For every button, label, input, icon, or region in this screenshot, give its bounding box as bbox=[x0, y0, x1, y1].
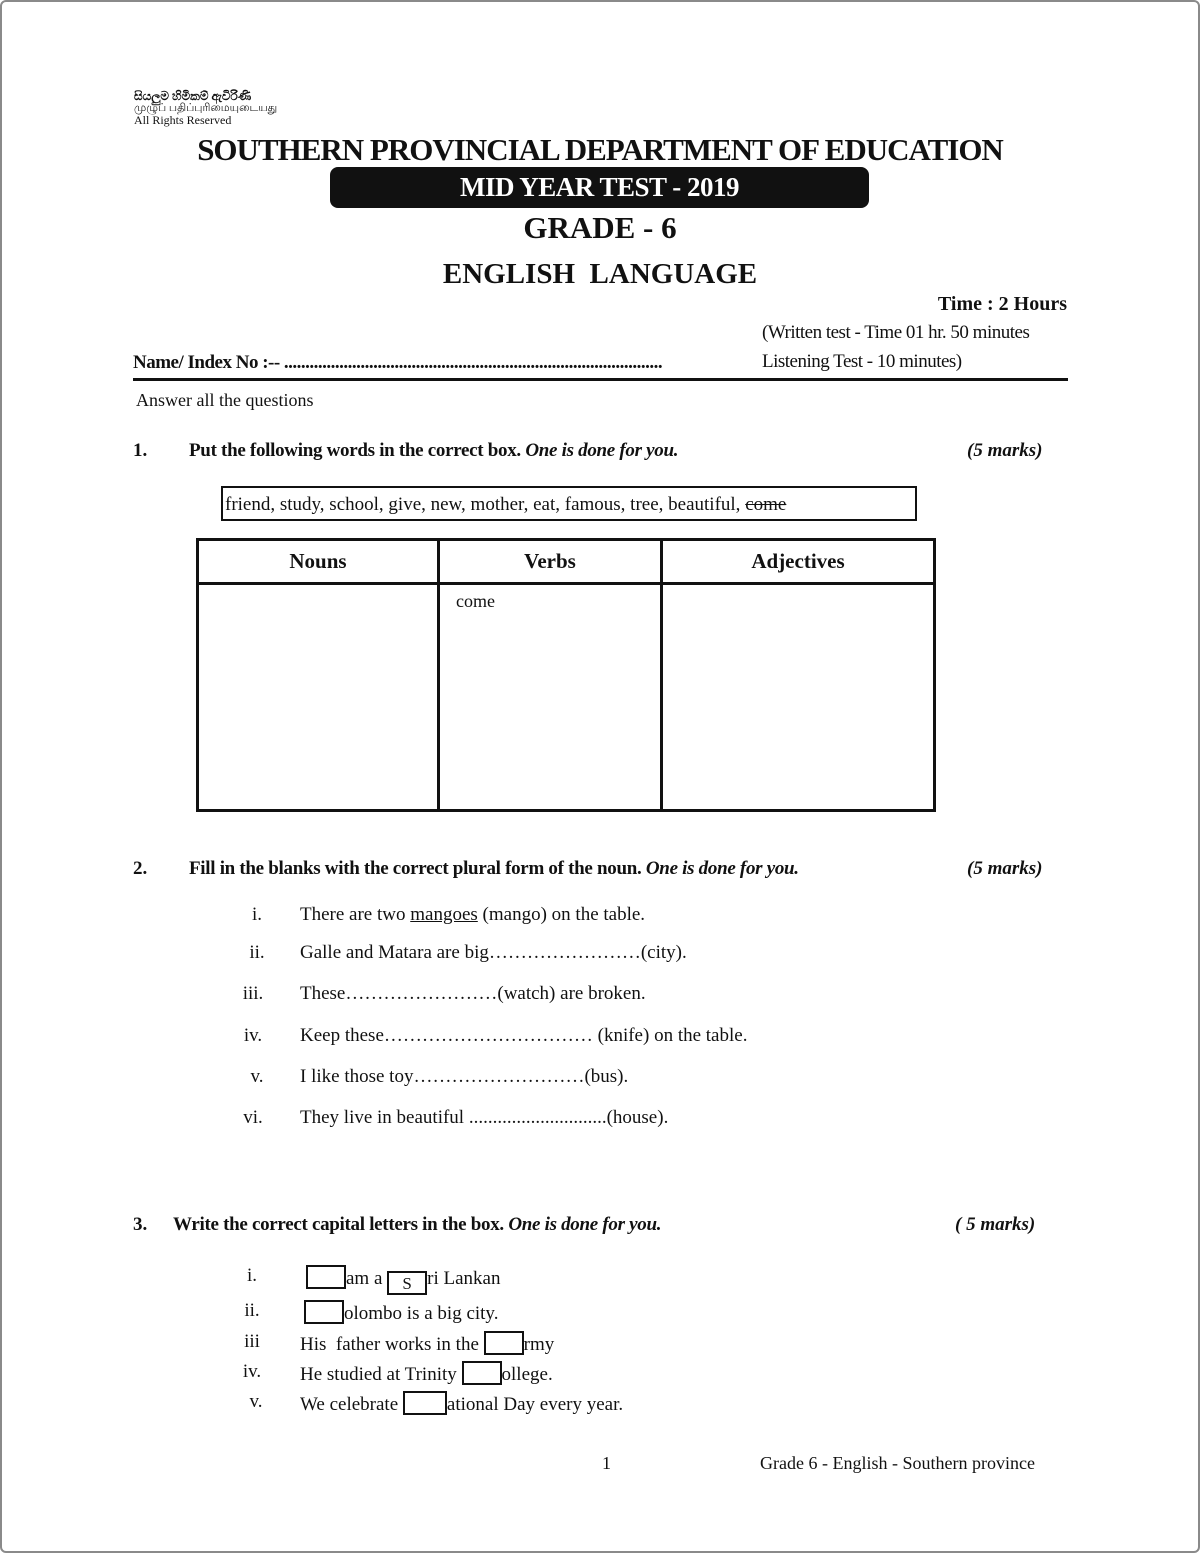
q3-item: His father works in the rmy bbox=[300, 1331, 554, 1356]
column-adjectives: Adjectives bbox=[662, 540, 935, 584]
rights-tamil: முழுப் பதிப்புரிமையுடையது bbox=[134, 102, 278, 114]
nouns-cell[interactable] bbox=[198, 584, 439, 811]
q2-number: 2. bbox=[133, 858, 148, 879]
q3-text bbox=[173, 1214, 661, 1236]
capital-letter-box[interactable] bbox=[304, 1300, 344, 1324]
footer-caption: Grade 6 - English - Southern province bbox=[760, 1453, 1035, 1473]
q3-marks: ( 5 marks) bbox=[955, 1214, 1036, 1235]
q2-item-number: ii. bbox=[249, 942, 265, 963]
word-bank-struck-word: come bbox=[745, 494, 787, 515]
capital-letter-box[interactable] bbox=[484, 1331, 524, 1355]
q3-item: We celebrate ational Day every year. bbox=[300, 1391, 623, 1416]
time-listening: Listening Test - 10 minutes) bbox=[762, 351, 962, 372]
q3-number: 3. bbox=[133, 1214, 148, 1235]
q2-item: There are two mangoes (mango) on the table. bbox=[300, 904, 646, 925]
capital-letter-box-example: S bbox=[387, 1271, 427, 1295]
department-title: SOUTHERN PROVINCIAL DEPARTMENT OF EDUCATION bbox=[197, 132, 1003, 167]
q2-item-number: vi. bbox=[243, 1107, 263, 1128]
q1-hint: One is done for you. bbox=[525, 440, 679, 461]
q3-item-number: iii bbox=[244, 1331, 260, 1352]
word-bank bbox=[221, 486, 917, 521]
capital-letter-box[interactable] bbox=[306, 1265, 346, 1289]
adjectives-cell[interactable] bbox=[662, 584, 935, 811]
q2-item[interactable]: They live in beautiful .............................(house). bbox=[300, 1107, 669, 1128]
page-number: 1 bbox=[602, 1453, 611, 1473]
q3-item-number: v. bbox=[249, 1391, 263, 1412]
q2-item[interactable]: These……………………(watch) are broken. bbox=[300, 983, 646, 1004]
rights-block bbox=[134, 90, 277, 126]
header-rule bbox=[133, 378, 1068, 381]
example-answer: mangoes bbox=[410, 904, 478, 925]
q2-item[interactable]: Keep these…………………………… (knife) on the table. bbox=[300, 1025, 748, 1046]
q2-text bbox=[189, 858, 799, 880]
q2-instruction: Fill in the blanks with the correct plural form of the noun. bbox=[189, 858, 642, 879]
q2-marks: (5 marks) bbox=[967, 858, 1043, 879]
word-bank-words: friend, study, school, give, new, mother, eat, famous, tree, beautiful, bbox=[225, 494, 741, 515]
rights-sinhala: සියලුම හිමිකම් ඇවිරිණි bbox=[134, 89, 252, 103]
q2-item-number: iv. bbox=[243, 1025, 263, 1046]
q3-item-number: iv. bbox=[242, 1361, 262, 1382]
q3-item: olombo is a big city. bbox=[304, 1300, 498, 1325]
q2-item[interactable]: Galle and Matara are big……………………(city). bbox=[300, 942, 687, 963]
column-verbs: Verbs bbox=[439, 540, 662, 584]
name-index-field[interactable]: Name/ Index No :-- ......................................................................................... bbox=[133, 352, 663, 373]
q3-item-number: i. bbox=[246, 1265, 258, 1286]
capital-letter-box[interactable] bbox=[403, 1391, 447, 1415]
q2-item-number: i. bbox=[251, 904, 263, 925]
q3-instruction: Write the correct capital letters in the box. bbox=[173, 1214, 504, 1235]
q2-hint: One is done for you. bbox=[645, 858, 799, 879]
example-verb: come bbox=[456, 591, 495, 611]
q1-number: 1. bbox=[133, 440, 148, 461]
q2-item[interactable]: I like those toy………………………(bus). bbox=[300, 1066, 629, 1087]
q1-text bbox=[189, 440, 678, 462]
grade-title: GRADE - 6 bbox=[523, 210, 677, 245]
time-written: (Written test - Time 01 hr. 50 minutes bbox=[762, 322, 1030, 343]
q1-marks: (5 marks) bbox=[967, 440, 1043, 461]
time-label: Time : 2 Hours bbox=[937, 293, 1067, 315]
q2-item-number: v. bbox=[250, 1066, 264, 1087]
subject-title: ENGLISH LANGUAGE bbox=[442, 258, 758, 290]
rights-english: All Rights Reserved bbox=[134, 113, 232, 127]
q2-item-number: iii. bbox=[242, 983, 264, 1004]
q1-instruction: Put the following words in the correct box. bbox=[189, 440, 521, 461]
verbs-cell[interactable] bbox=[439, 584, 662, 811]
capital-letter-box[interactable] bbox=[462, 1361, 502, 1385]
instruction: Answer all the questions bbox=[136, 390, 314, 410]
q3-item: He studied at Trinity ollege. bbox=[300, 1361, 553, 1386]
q3-hint: One is done for you. bbox=[508, 1214, 662, 1235]
word-sort-table bbox=[196, 538, 936, 812]
q3-item-number: ii. bbox=[244, 1300, 260, 1321]
q3-item: am a S ri Lankan bbox=[306, 1265, 500, 1295]
column-nouns: Nouns bbox=[198, 540, 439, 584]
test-banner: MID YEAR TEST - 2019 bbox=[330, 167, 869, 208]
